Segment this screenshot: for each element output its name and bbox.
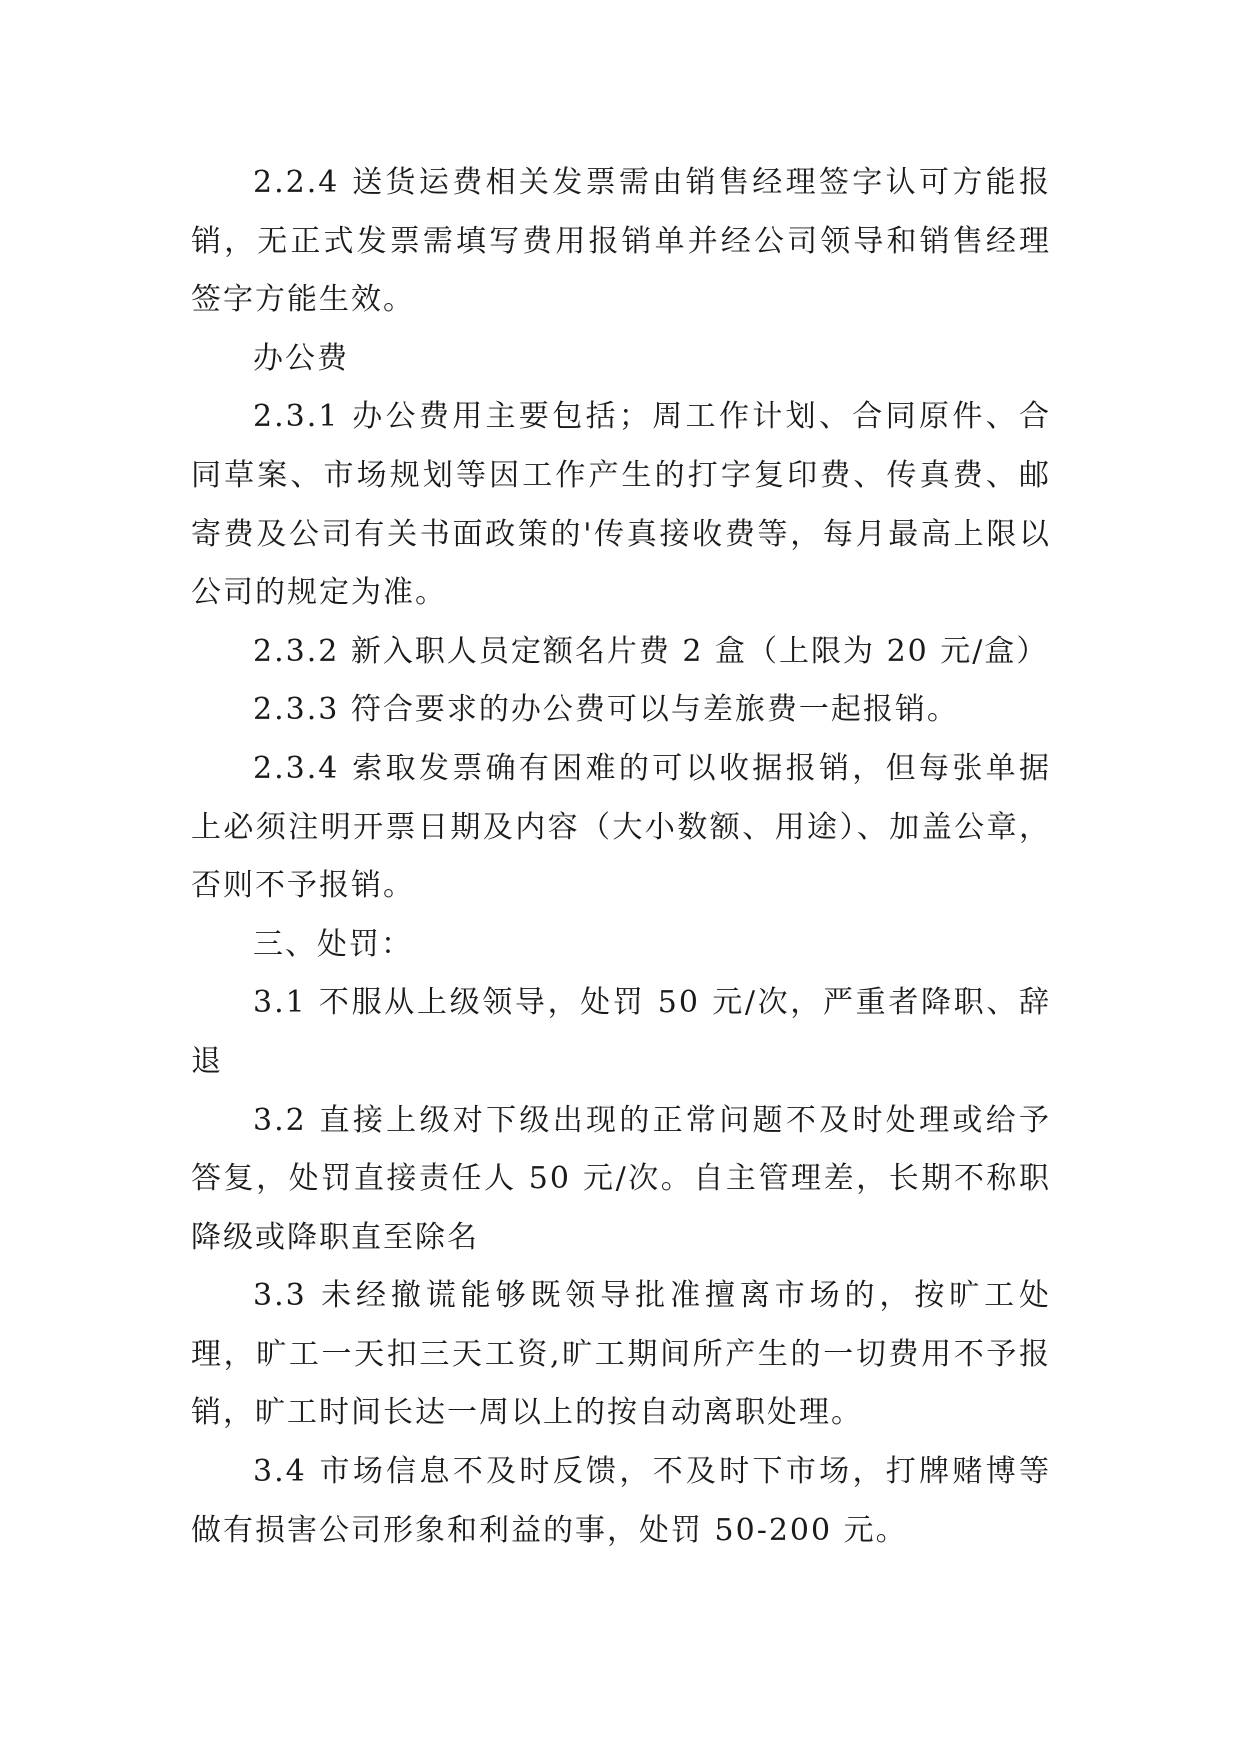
paragraph-3-3: 3.3 未经撤谎能够既领导批准擅离市场的，按旷工处理，旷工一天扣三天工资,旷工期间所产生的一切费用不予报销，旷工时间长达一周以上的按自动离职处理。 <box>191 1278 1051 1431</box>
section-heading-penalties: 三、处罚： <box>253 926 413 962</box>
paragraph-2-3-4: 2.3.4 索取发票确有困难的可以收据报销，但每张单据上必须注明开票日期及内容（大小数额、用途）、加盖公章，否则不予报销。 <box>191 750 1051 904</box>
paragraph-2-3-3: 2.3.3 符合要求的办公费可以与差旅费一起报销。 <box>253 692 959 728</box>
paragraph-3-2: 3.2 直接上级对下级出现的正常问题不及时处理或给予答复，处罚直接责任人 50 元/次。自主管理差，长期不称职降级或降职直至除名 <box>191 1102 1051 1255</box>
paragraph-2-3-1: 2.3.1 办公费用主要包括；周工作计划、合同原件、合同草案、市场规划等因工作产生的打字复印费、传真费、邮寄费及公司有关书面政策的'传真接收费等，每月最高上限以公司的规定为准。 <box>191 399 1051 611</box>
paragraph-2-3-2: 2.3.2 新入职人员定额名片费 2 盒（上限为 20 元/盒） <box>253 633 1049 669</box>
paragraph-3-4: 3.4 市场信息不及时反馈，不及时下市场，打牌赌博等做有损害公司形象和利益的事，处罚 50-200 元。 <box>191 1454 1051 1548</box>
paragraph-2-2-4: 2.2.4 送货运费相关发票需由销售经理签字认可方能报销，无正式发票需填写费用报销单并经公司领导和销售经理签字方能生效。 <box>191 165 1051 318</box>
paragraph-3-1: 3.1 不服从上级领导，处罚 50 元/次，严重者降职、辞退 <box>191 985 1051 1079</box>
section-heading-office-expenses: 办公费 <box>253 340 349 376</box>
document-body <box>191 154 1051 1560</box>
